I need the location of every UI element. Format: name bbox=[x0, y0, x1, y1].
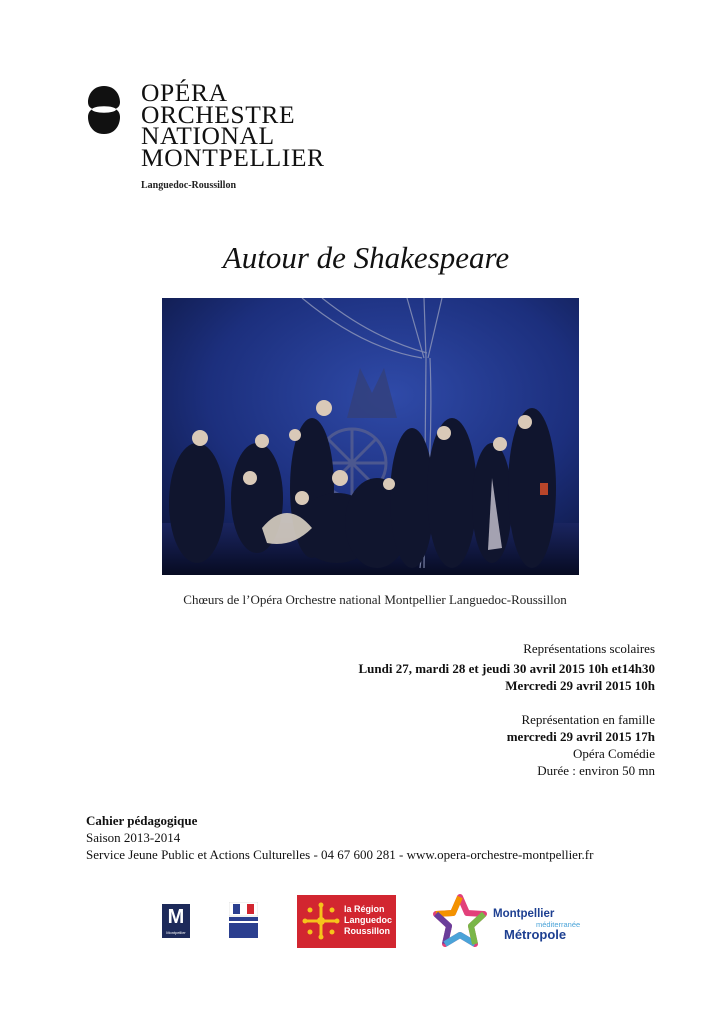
family-date: mercredi 29 avril 2015 17h bbox=[506, 729, 655, 744]
school-dates-2: Mercredi 29 avril 2015 10h bbox=[505, 678, 655, 693]
metro-line-2: méditerranée bbox=[536, 920, 581, 929]
photo-caption: Chœurs de l’Opéra Orchestre national Montpellier Languedoc-Roussillon bbox=[183, 592, 567, 607]
metro-line-1: Montpellier bbox=[493, 908, 555, 920]
cahier-heading: Cahier pédagogique bbox=[86, 813, 198, 828]
metropole-logo bbox=[432, 893, 592, 951]
montpellier-city-logo bbox=[162, 904, 190, 938]
region-line-3: Roussillon bbox=[344, 926, 391, 936]
logo-region: Languedoc-Roussillon bbox=[141, 180, 237, 191]
cahier-contact: Service Jeune Public et Actions Culturelles - 04 67 600 281 - www.opera-orchestre-montpellier.fr bbox=[86, 847, 594, 862]
region-line-1: la Région bbox=[344, 904, 385, 914]
logo-line: MONTPELLIER bbox=[141, 142, 325, 172]
logo-line: OPÉRA bbox=[141, 78, 228, 107]
cahier-season: Saison 2013-2014 bbox=[86, 830, 181, 845]
logo-line: NATIONAL bbox=[141, 121, 275, 150]
region-logo bbox=[297, 895, 396, 948]
stage-photo bbox=[162, 298, 579, 575]
metropole-star-icon bbox=[432, 893, 488, 951]
school-label: Représentations scolaires bbox=[523, 641, 655, 656]
duration: Durée : environ 50 mn bbox=[537, 763, 655, 778]
cahier-block bbox=[86, 812, 593, 863]
opera-logo-icon bbox=[87, 86, 121, 134]
school-dates-1: Lundi 27, mardi 28 et jeudi 30 avril 2015 10h et14h30 bbox=[358, 661, 655, 676]
montpellier-letter: M bbox=[167, 906, 185, 928]
occitan-cross-icon bbox=[301, 901, 341, 941]
region-line-2: Languedoc bbox=[344, 915, 393, 925]
logo-line: ORCHESTRE bbox=[141, 99, 296, 129]
opera-logo-wordmark bbox=[141, 78, 371, 172]
venue: Opéra Comédie bbox=[573, 746, 655, 761]
page-title: Autour de Shakespeare bbox=[222, 240, 510, 275]
metro-line-3: Métropole bbox=[504, 927, 567, 942]
montpellier-caption: Montpellier bbox=[166, 930, 186, 935]
family-label: Représentation en famille bbox=[521, 712, 655, 727]
government-logo bbox=[229, 902, 258, 938]
